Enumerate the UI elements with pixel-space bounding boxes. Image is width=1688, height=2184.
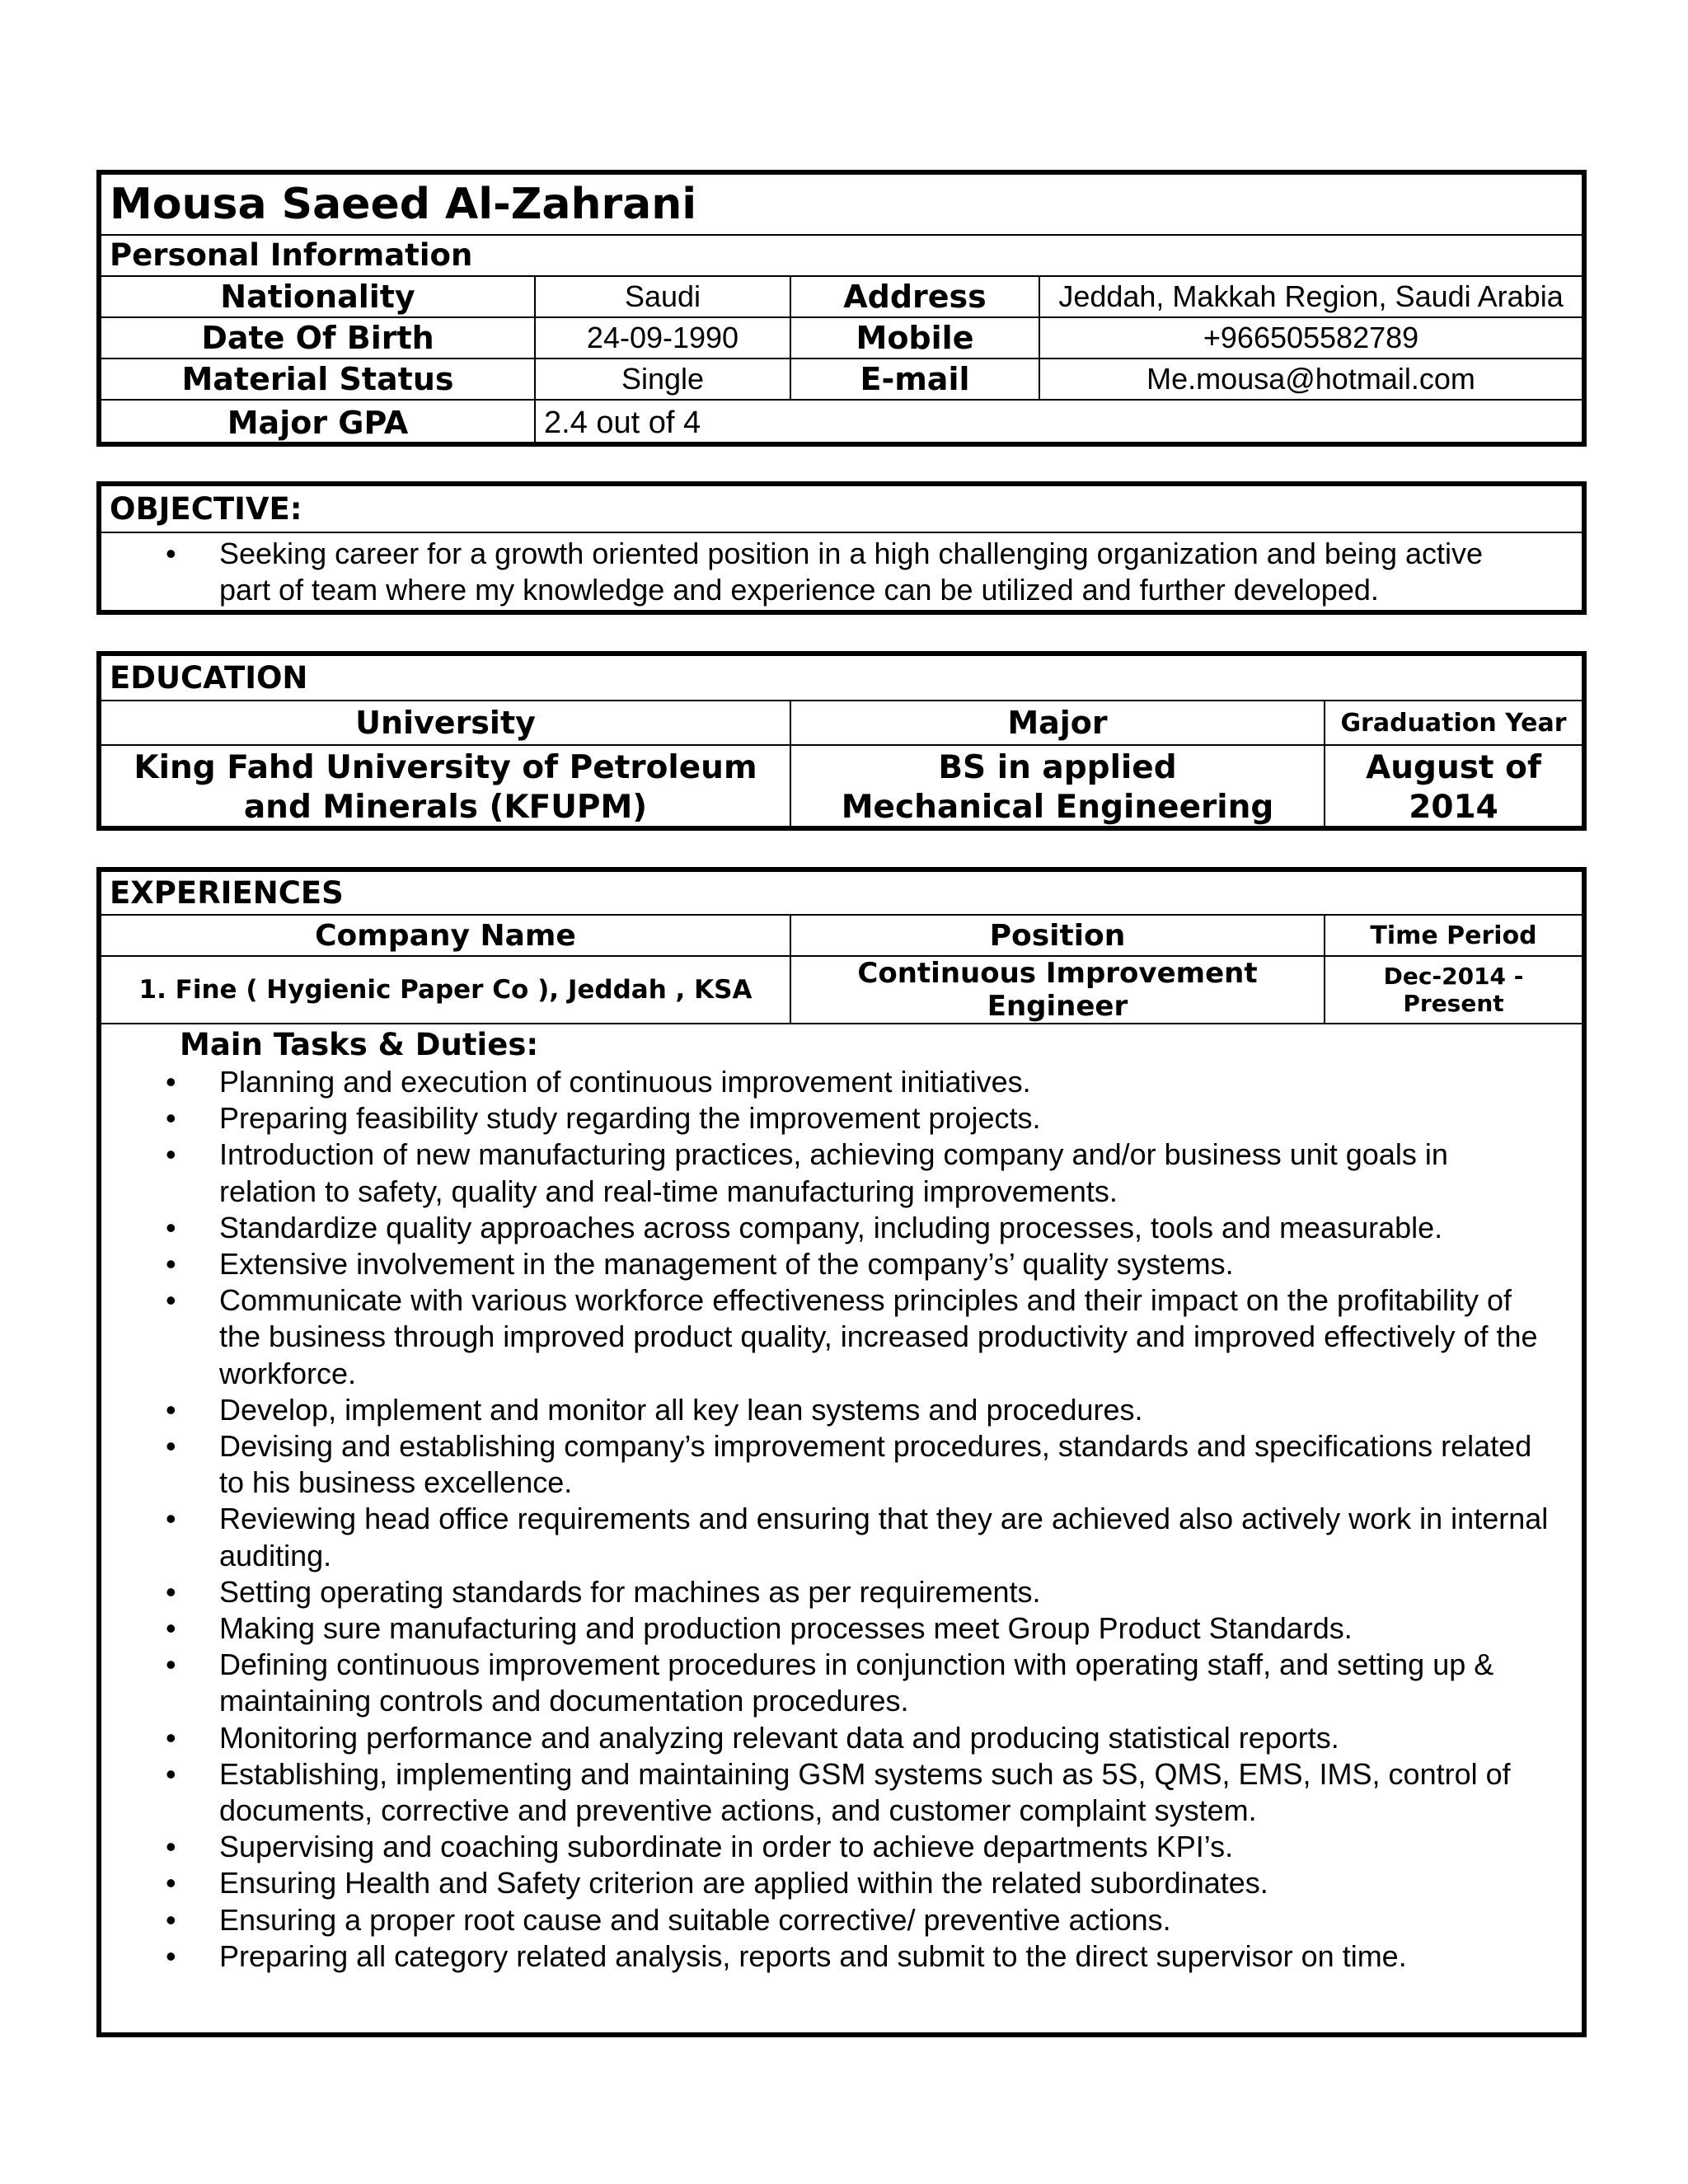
graduation-year-column-header: Graduation Year bbox=[1325, 701, 1582, 745]
email-label: E-mail bbox=[790, 359, 1039, 400]
duty-text: Planning and execution of continuous improvement initiatives. bbox=[219, 1065, 1031, 1099]
marital-status-value: Single bbox=[535, 359, 790, 400]
duty-item bbox=[101, 1064, 1582, 1100]
major-column-header: Major bbox=[790, 701, 1325, 745]
education-box bbox=[96, 651, 1587, 831]
duty-item bbox=[101, 1756, 1582, 1829]
objective-box bbox=[96, 481, 1587, 615]
education-heading: EDUCATION bbox=[101, 656, 1582, 701]
bullet-icon: • bbox=[166, 1830, 176, 1864]
personal-info-box bbox=[96, 170, 1587, 447]
duty-item bbox=[101, 1647, 1582, 1719]
duty-text: Ensuring a proper root cause and suitable corrective/ preventive actions. bbox=[219, 1902, 1171, 1937]
duty-text: Ensuring Health and Safety criterion are applied within the related subordinates. bbox=[219, 1866, 1268, 1900]
major-value: BS in applied Mechanical Engineering bbox=[790, 745, 1325, 829]
duty-item bbox=[101, 1610, 1582, 1647]
duty-text: Preparing feasibility study regarding the improvement projects. bbox=[219, 1101, 1041, 1136]
bullet-icon: • bbox=[166, 1065, 176, 1099]
bullet-icon: • bbox=[166, 1902, 176, 1937]
email-value: Me.mousa@hotmail.com bbox=[1039, 359, 1582, 400]
university-value: King Fahd University of Petroleum and Minerals (KFUPM) bbox=[101, 745, 790, 829]
address-value: Jeddah, Makkah Region, Saudi Arabia bbox=[1039, 276, 1582, 317]
bullet-icon: • bbox=[166, 1101, 176, 1136]
bullet-icon: • bbox=[166, 1866, 176, 1900]
candidate-name: Mousa Saeed Al-Zahrani bbox=[101, 175, 1582, 235]
duty-item bbox=[101, 1100, 1582, 1137]
duty-item bbox=[101, 1501, 1582, 1573]
duty-text: Introduction of new manufacturing practices, achieving company and/or business unit goals in relation to safety, quality and real-time manufacturing improvements. bbox=[219, 1137, 1448, 1208]
bullet-icon: • bbox=[166, 1938, 176, 1973]
personal-info-heading: Personal Information bbox=[101, 235, 1582, 276]
duty-item bbox=[101, 1246, 1582, 1282]
duty-text: Preparing all category related analysis, reports and submit to the direct supervisor on time. bbox=[219, 1938, 1407, 1973]
company-column-header: Company Name bbox=[101, 915, 790, 956]
marital-status-label: Material Status bbox=[101, 359, 535, 400]
bullet-icon: • bbox=[166, 1429, 176, 1464]
bullet-icon: • bbox=[166, 1283, 176, 1318]
address-label: Address bbox=[790, 276, 1039, 317]
duty-item bbox=[101, 1720, 1582, 1756]
duty-item bbox=[101, 1865, 1582, 1901]
duty-item bbox=[101, 1392, 1582, 1428]
duty-item bbox=[101, 1938, 1582, 1975]
university-column-header: University bbox=[101, 701, 790, 745]
duty-item bbox=[101, 1902, 1582, 1938]
duties-section bbox=[101, 1024, 1582, 2054]
bullet-icon: • bbox=[166, 1720, 176, 1755]
objective-text: Seeking career for a growth oriented position in a high challenging organization and being active part of team where my knowledge and experience can be utilized and further developed. bbox=[219, 536, 1484, 607]
position-column-header: Position bbox=[790, 915, 1325, 956]
company-value: 1. Fine ( Hygienic Paper Co ), Jeddah , KSA bbox=[101, 956, 790, 1024]
duty-text: Standardize quality approaches across company, including processes, tools and measurable. bbox=[219, 1210, 1443, 1244]
duties-list bbox=[101, 1064, 1582, 1975]
bullet-icon: • bbox=[166, 1574, 176, 1609]
bullet-icon: • bbox=[166, 1247, 176, 1282]
duty-item bbox=[101, 1829, 1582, 1865]
experiences-box bbox=[96, 867, 1587, 2037]
position-value: Continuous Improvement Engineer bbox=[790, 956, 1325, 1024]
duty-text: Supervising and coaching subordinate in order to achieve departments KPI’s. bbox=[219, 1830, 1234, 1864]
duty-text: Communicate with various workforce effectiveness principles and their impact on the profitability of the business through improved product quality, increased productivity and improved effectively of the workforce. bbox=[219, 1283, 1538, 1390]
bullet-icon: • bbox=[166, 1502, 176, 1536]
duty-text: Monitoring performance and analyzing relevant data and producing statistical reports. bbox=[219, 1720, 1339, 1755]
time-period-column-header: Time Period bbox=[1325, 915, 1582, 956]
objective-body bbox=[101, 532, 1582, 610]
bullet-icon: • bbox=[166, 536, 176, 570]
gpa-value: 2.4 out of 4 bbox=[535, 400, 1582, 445]
mobile-label: Mobile bbox=[790, 317, 1039, 359]
duty-text: Establishing, implementing and maintaining GSM systems such as 5S, QMS, EMS, IMS, control of documents, corrective and preventive actions, and customer complaint system. bbox=[219, 1756, 1511, 1828]
duty-item bbox=[101, 1574, 1582, 1610]
bullet-icon: • bbox=[166, 1647, 176, 1682]
time-period-value: Dec-2014 - Present bbox=[1325, 956, 1582, 1024]
nationality-value: Saudi bbox=[535, 276, 790, 317]
education-table bbox=[101, 656, 1582, 829]
duty-text: Setting operating standards for machines as per requirements. bbox=[219, 1574, 1041, 1609]
duty-text: Develop, implement and monitor all key lean systems and procedures. bbox=[219, 1392, 1143, 1427]
mobile-value: +966505582789 bbox=[1039, 317, 1582, 359]
objective-heading: OBJECTIVE: bbox=[101, 486, 1582, 532]
graduation-year-value: August of 2014 bbox=[1325, 745, 1582, 829]
nationality-label: Nationality bbox=[101, 276, 535, 317]
bullet-icon: • bbox=[166, 1210, 176, 1244]
duty-item bbox=[101, 1282, 1582, 1392]
duty-item bbox=[101, 1210, 1582, 1246]
duty-text: Devising and establishing company’s improvement procedures, standards and specifications related to his business excellence. bbox=[219, 1429, 1532, 1500]
dob-value: 24-09-1990 bbox=[535, 317, 790, 359]
duty-text: Making sure manufacturing and production processes meet Group Product Standards. bbox=[219, 1611, 1353, 1646]
personal-info-table bbox=[101, 175, 1582, 445]
objective-item bbox=[101, 536, 1565, 608]
bullet-icon: • bbox=[166, 1392, 176, 1427]
dob-label: Date Of Birth bbox=[101, 317, 535, 359]
experiences-heading: EXPERIENCES bbox=[101, 872, 1582, 915]
bullet-icon: • bbox=[166, 1611, 176, 1646]
duties-title: Main Tasks & Duties: bbox=[180, 1027, 539, 1062]
objective-table bbox=[101, 486, 1582, 610]
duty-item bbox=[101, 1137, 1582, 1209]
duty-text: Defining continuous improvement procedures in conjunction with operating staff, and setting up & maintaining controls and documentation procedures. bbox=[219, 1647, 1494, 1718]
duty-text: Reviewing head office requirements and ensuring that they are achieved also actively work in internal auditing. bbox=[219, 1502, 1549, 1572]
duty-text: Extensive involvement in the management of the company’s’ quality systems. bbox=[219, 1247, 1234, 1282]
bullet-icon: • bbox=[166, 1137, 176, 1172]
gpa-label: Major GPA bbox=[101, 400, 535, 445]
duty-item bbox=[101, 1428, 1582, 1501]
experiences-table bbox=[101, 872, 1582, 2054]
bullet-icon: • bbox=[166, 1756, 176, 1791]
